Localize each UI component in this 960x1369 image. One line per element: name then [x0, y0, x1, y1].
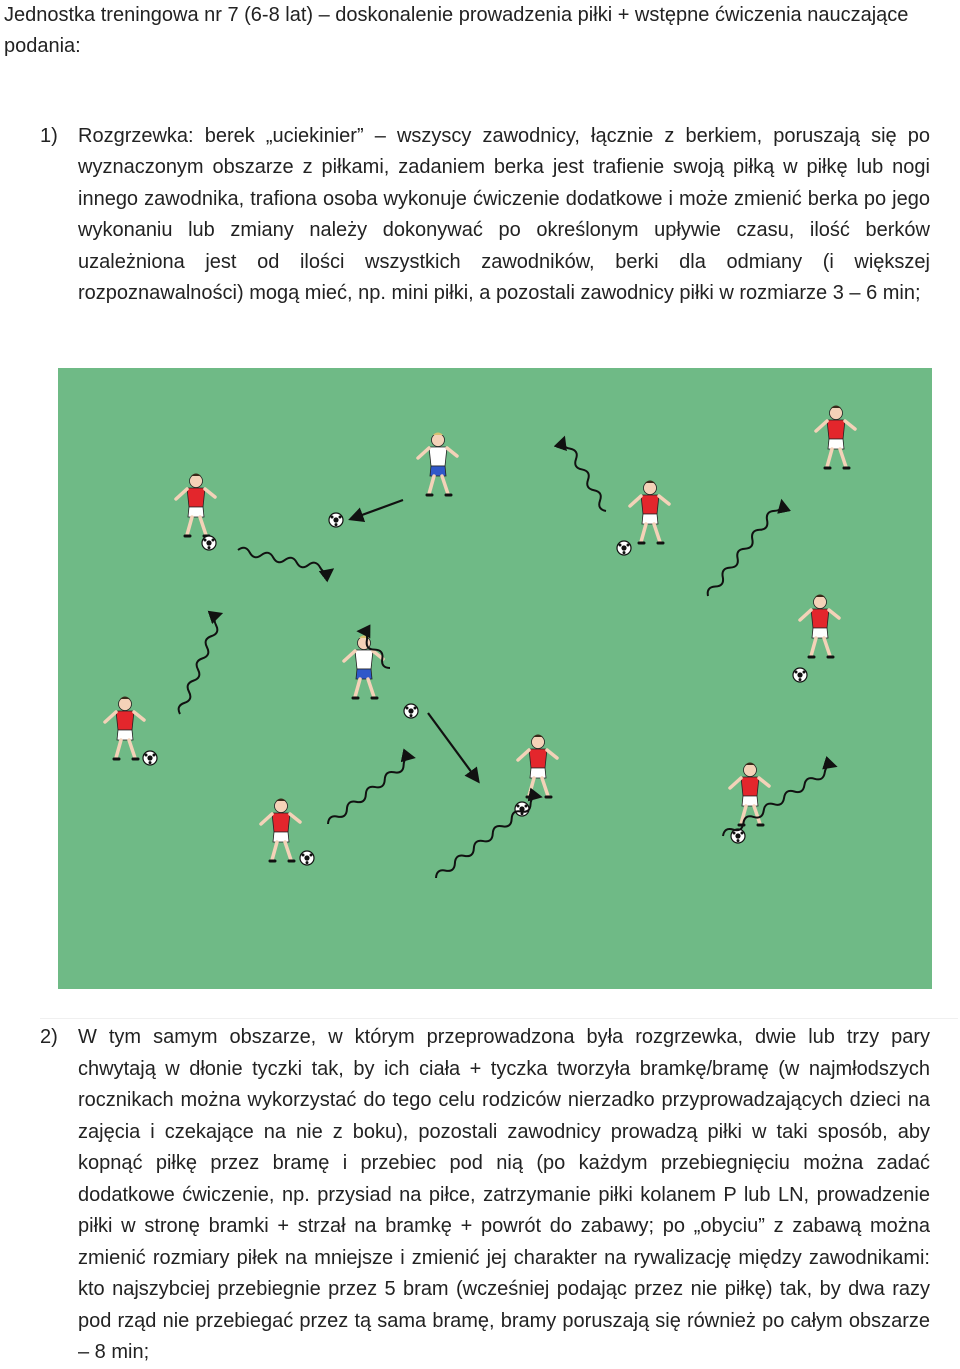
dribbler-player: [630, 481, 669, 544]
pass-arrow: [428, 713, 478, 781]
ball-icon: [202, 536, 216, 550]
item-text: Rozgrzewka: berek „uciekinier” – wszyscy zawodnicy, łącznie z berkiem, poruszają się po wyznaczonym obszarze z piłkami, zadaniem berka jest trafienie swoją piłką w piłkę lub nogi innego zawodnika, trafiona osoba wykonuje ćwiczenie dodatkowe i może zmienić berka po jego wykonaniu lub zmiany należy dokonywać po określonym upływie czasu, ilość berków uzależniona jest od ilości wszystkich zawodników, berki dla odmiany (i większej rozpoznawalności) mogą mieć, np. mini piłki, a pozostali zawodnicy piłki w rozmiarze 3 – 6 min;: [78, 125, 930, 305]
dribbler-player: [105, 697, 144, 760]
ball-icon: [404, 704, 418, 718]
drill-diagram-svg: [58, 368, 932, 989]
dribble-arrow: [721, 763, 837, 839]
dribble-arrow: [177, 613, 224, 716]
pass-arrow: [351, 500, 403, 519]
item-text: W tym samym obszarze, w którym przeprowadzona była rozgrzewka, dwie lub trzy pary chwytają w dłonie tyczki tak, by ich ciała + tyczka tworzyła bramkę/bramę (w najmłodszych rocznikach można wykorzystać do tego celu rodziców nierzadko przyprowadzających dzieci na zajęcia i czekające na nie z boku), pozostali zawodnicy prowadzą piłki w taki sposób, aby kopnąć piłkę przez bramę i przebiec pod nią (po każdym przebiegnięciu można zadać dodatkowe ćwiczenie, np. przysiad na piłce, zatrzymanie piłki kolanem P lub LN, prowadzenie piłki w stronę bramki + strzał na bramkę + powrót do zabawy; po „obyciu” z zabawą można zmienić rozmiary piłek na mniejsze i zmienić jej charakter na rywalizację między zawodnikami: kto najszybciej przebiegnie przez 5 bram (wcześniej podając przez nie piłkę) tak, by dwa razy pod rząd nie przebiegać przez tą sama bramę, bramy poruszają się również po całym obszarze – 8 min;: [78, 1026, 930, 1363]
dribbler-player: [800, 595, 839, 658]
document-title: Jednostka treningowa nr 7 (6-8 lat) – doskonalenie prowadzenia piłki + wstępne ćwiczenia nauczające podania:: [4, 4, 909, 57]
tagger-player: [418, 433, 457, 496]
dribbler-player: [261, 799, 300, 862]
ball-icon: [300, 851, 314, 865]
tagger-player: [344, 636, 383, 699]
drill-diagram: [58, 368, 932, 989]
ball-icon: [617, 541, 631, 555]
dribble-arrow: [237, 547, 332, 574]
dribble-arrow: [326, 755, 415, 827]
dribble-arrow: [705, 499, 784, 598]
item-number: 1): [40, 125, 58, 147]
ball-icon: [143, 751, 157, 765]
item-number: 2): [40, 1026, 58, 1048]
dribbler-player: [816, 406, 855, 469]
ball-icon: [329, 513, 343, 527]
ball-icon: [515, 802, 529, 816]
ball-icon: [793, 668, 807, 682]
dribble-arrow: [561, 437, 609, 513]
dribbler-player: [518, 735, 557, 798]
divider: [40, 1018, 958, 1019]
dribbler-player: [176, 474, 215, 537]
